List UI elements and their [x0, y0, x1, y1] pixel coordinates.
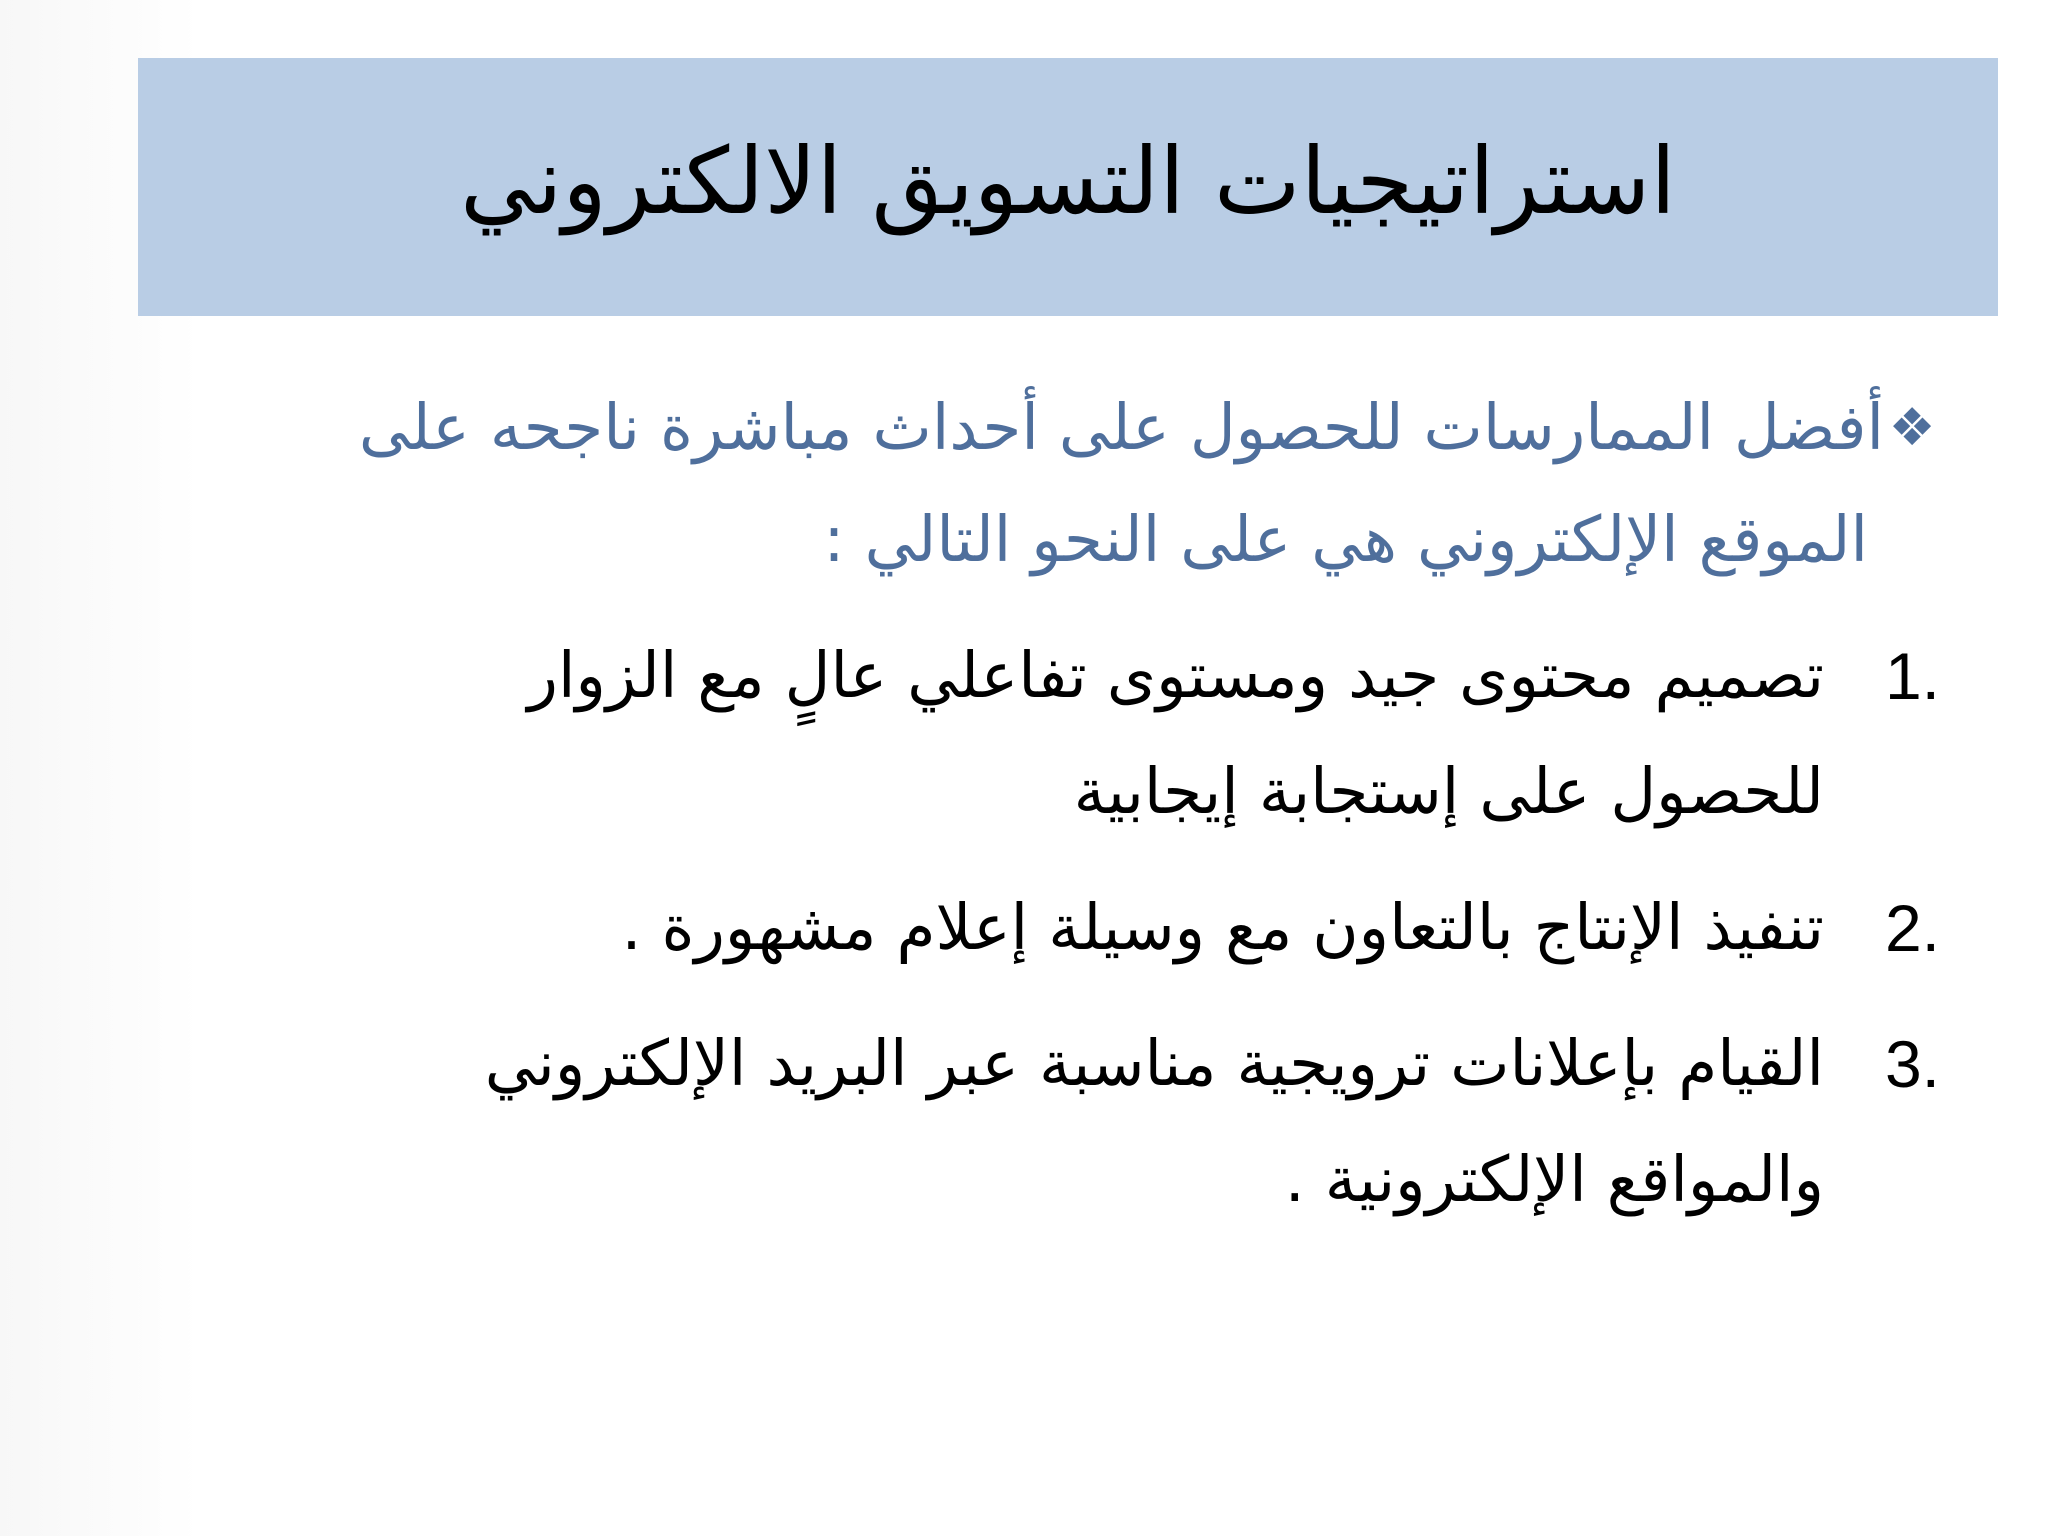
step-line: والمواقع الإلكترونية .	[1284, 1143, 1824, 1216]
intro-paragraph	[140, 372, 1940, 596]
list-item	[140, 1006, 1940, 1238]
list-item	[140, 618, 1940, 850]
step-text	[528, 618, 1824, 850]
title-bar	[138, 58, 1998, 316]
step-number: 2.	[1884, 891, 1940, 965]
diamond-bullet-icon: ❖	[1888, 398, 1936, 458]
step-line: للحصول على إستجابة إيجابية	[1073, 755, 1824, 828]
list-item	[140, 870, 1940, 986]
intro-line-2: الموقع الإلكتروني هي على النحو التالي :	[823, 503, 1868, 576]
step-text	[621, 870, 1824, 986]
intro-text-1: أفضل الممارسات للحصول على أحداث مباشرة ناجحه على	[358, 391, 1884, 464]
step-number: 3.	[1884, 1027, 1940, 1101]
slide-title: استراتيجيات التسويق الالكتروني	[460, 128, 1676, 236]
step-line: القيام بإعلانات ترويجية مناسبة عبر البريد الإلكتروني	[484, 1027, 1824, 1100]
intro-line-1	[140, 372, 1940, 484]
step-text	[485, 1006, 1824, 1238]
step-line: تصميم محتوى جيد ومستوى تفاعلي عالٍ مع الزوار	[527, 639, 1824, 712]
step-number: 1.	[1884, 639, 1940, 713]
step-line: تنفيذ الإنتاج بالتعاون مع وسيلة إعلام مشهورة .	[621, 891, 1824, 964]
steps-list	[140, 618, 1940, 1258]
